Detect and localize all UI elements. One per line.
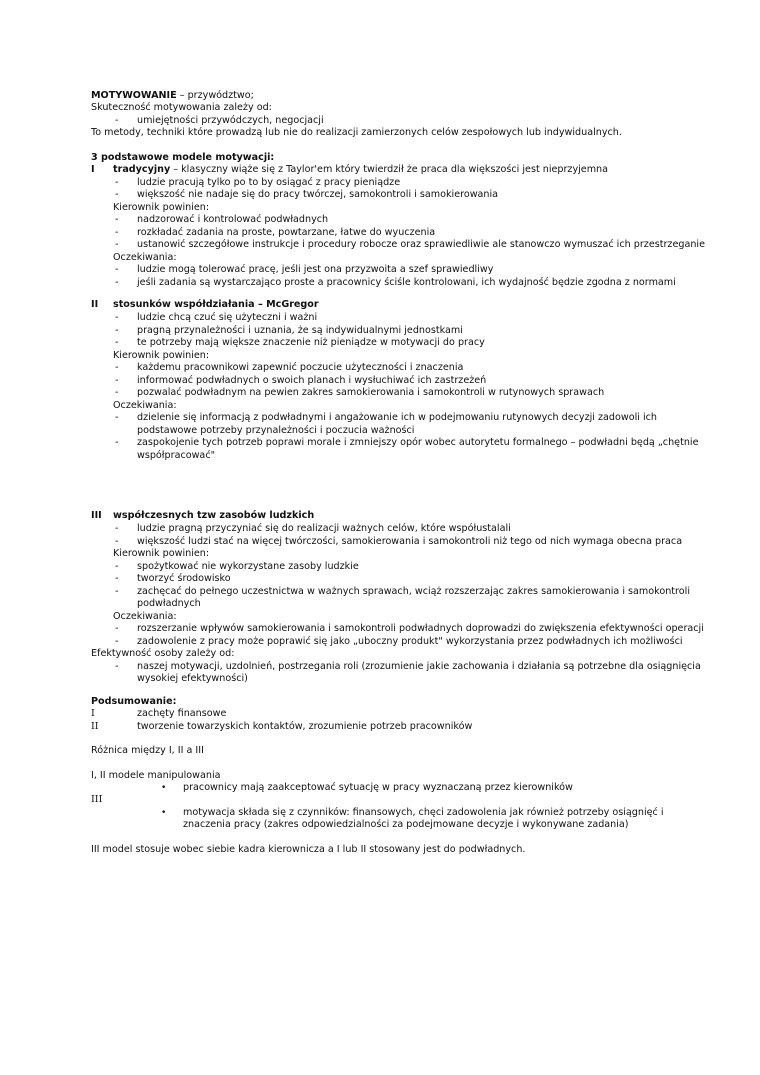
model-2-expect-label: Oczekiwania:	[113, 400, 177, 411]
model-1-name: tradycyjny	[113, 164, 171, 175]
difference-row-2-label: III	[91, 794, 103, 805]
model-1-item: ludzie pracują tylko po to by osiągać z pracy pieniądze	[137, 177, 401, 188]
dash-marker: -	[115, 227, 119, 238]
model-2-manager-item: pozwalać podwładnym na pewien zakres samokierowania i samokontroli w rutynowych sprawach	[137, 387, 605, 398]
dash-marker: -	[115, 437, 119, 448]
model-3-manager-item: spożytkować nie wykorzystane zasoby ludzkie	[137, 561, 359, 572]
dash-marker: -	[115, 337, 119, 348]
dash-marker: -	[115, 412, 119, 423]
summary-row-text: zachęty finansowe	[137, 708, 227, 719]
dash-marker: -	[115, 623, 119, 634]
model-2-item: ludzie chcą czuć się użyteczni i ważni	[137, 312, 318, 323]
difference-row-2-item: motywacja składa się z czynników: finansowych, chęci zadowolenia jak również potrzeby osiągnięć i	[183, 807, 664, 818]
efficiency-item: naszej motywacji, uzdolnień, postrzegania roli (zrozumienie jakie zachowania i działania są potrzebne dla osiągnięcia	[137, 661, 701, 672]
model-2-item: te potrzeby mają większe znaczenie niż pieniądze w motywacji do pracy	[137, 337, 485, 348]
difference-heading: Różnica między I, II a III	[91, 745, 204, 756]
model-3-name: współczesnych tzw zasobów ludzkich	[113, 510, 315, 521]
dash-marker: -	[115, 661, 119, 672]
model-1-manager-item: nadzorować i kontrolować podwładnych	[137, 214, 329, 225]
model-2-expect-item-cont: współpracować"	[137, 450, 216, 461]
model-2-expect-item: zaspokojenie tych potrzeb poprawi morale i zmniejszy opór wobec autorytetu formalnego – podwładni będą „chętnie	[137, 437, 699, 448]
model-2-manager-label: Kierownik powinien:	[113, 350, 210, 361]
model-2-manager-item: każdemu pracownikowi zapewnić poczucie użyteczności i znaczenia	[137, 362, 464, 373]
model-3-number: III	[91, 510, 102, 521]
dash-marker: -	[115, 636, 119, 647]
dash-marker: -	[115, 561, 119, 572]
model-3-expect-item: zadowolenie z pracy może poprawić się jako „uboczny produkt" wykorzystania przez podwładnych ich możliwości	[137, 636, 683, 647]
summary-row-number: I	[91, 708, 95, 719]
models-heading: 3 podstawowe modele motywacji:	[91, 152, 275, 163]
dash-marker: -	[115, 362, 119, 373]
model-2-number: II	[91, 299, 99, 310]
dash-marker: -	[115, 325, 119, 336]
dash-marker: -	[115, 387, 119, 398]
intro-line-2: umiejętności przywódczych, negocjacji	[137, 115, 324, 126]
document-title	[91, 90, 254, 103]
dash-marker: -	[115, 312, 119, 323]
model-1-manager-item: rozkładać zadania na proste, powtarzane, łatwe do wyuczenia	[137, 227, 436, 238]
model-1-expect-item: jeśli zadania są wystarczająco proste a pracownicy ściśle kontrolowani, ich wydajność będzie zgodna z normami	[137, 277, 676, 288]
model-3-manager-item: zachęcać do pełnego uczestnictwa w ważnych sprawach, wciąż rozszerzając zakres samokierowania i samokontroli	[137, 586, 690, 597]
dash-marker: -	[115, 277, 119, 288]
model-2-expect-item-cont: podstawowe potrzeby przynależności i poczucia ważności	[137, 425, 415, 436]
model-2-expect-item: dzielenie się informacją z podwładnymi i angażowanie ich w podejmowaniu rutynowych decyzji zadowoli ich	[137, 412, 657, 423]
model-1-item: większość nie nadaje się do pracy twórczej, samokontroli i samokierowania	[137, 189, 499, 200]
dash-marker: -	[115, 177, 119, 188]
model-1-expect-item: ludzie mogą tolerować pracę, jeśli jest ona przyzwoita a szef sprawiedliwy	[137, 264, 494, 275]
bullet-marker: •	[161, 808, 167, 818]
difference-row-2-item-cont: znaczenia pracy (zakres odpowiedzialności za podejmowane decyzje i wykonywane zadania)	[183, 819, 629, 830]
summary-row-text: tworzenie towarzyskich kontaktów, zrozumienie potrzeb pracowników	[137, 721, 473, 732]
model-2-name: stosunków współdziałania – McGregor	[113, 299, 319, 310]
dash-marker: -	[115, 214, 119, 225]
dash-marker: -	[115, 264, 119, 275]
dash-marker: -	[115, 189, 119, 200]
efficiency-item-cont: wysokiej efektywności)	[137, 673, 248, 684]
closing-sentence: III model stosuje wobec siebie kadra kierownicza a I lub II stosowany jest do podwładnych.	[91, 844, 526, 855]
model-3-manager-item-cont: podwładnych	[137, 598, 201, 609]
intro-line-1: Skuteczność motywowania zależy od:	[91, 102, 272, 113]
dash-marker: -	[115, 523, 119, 534]
model-2-item: pragną przynależności i uznania, że są indywidualnymi jednostkami	[137, 325, 463, 336]
title-bold: MOTYWOWANIE	[91, 90, 177, 101]
intro-line-3: To metody, techniki które prowadzą lub nie do realizacji zamierzonych celów zespołowych lub indywidualnych.	[91, 127, 622, 138]
summary-row-number: II	[91, 721, 99, 732]
efficiency-label: Efektywność osoby zależy od:	[91, 648, 235, 659]
dash-marker: -	[115, 375, 119, 386]
dash-marker: -	[115, 536, 119, 547]
model-3-item: ludzie pragną przyczyniać się do realizacji ważnych celów, które współustalali	[137, 523, 511, 534]
title-rest: – przywództwo;	[176, 90, 254, 101]
summary-heading: Podsumowanie:	[91, 696, 177, 707]
model-3-expect-label: Oczekiwania:	[113, 611, 177, 622]
model-2-manager-item: informować podwładnych o swoich planach i wysłuchiwać ich zastrzeżeń	[137, 375, 487, 386]
model-3-expect-item: rozszerzanie wpływów samokierowania i samokontroli podwładnych doprowadzi do zwiększenia efektywności operacji	[137, 623, 704, 634]
difference-row-1-label: I, II modele manipulowania	[91, 770, 221, 781]
dash-marker: -	[115, 586, 119, 597]
dash-marker: -	[115, 115, 119, 126]
difference-row-1-item: pracownicy mają zaakceptować sytuację w pracy wyznaczaną przez kierowników	[183, 782, 573, 793]
model-1-expect-label: Oczekiwania:	[113, 252, 177, 263]
model-1-desc: – klasyczny wiąże się z Taylor'em który twierdził że praca dla większości jest nieprzyjemna	[170, 164, 609, 175]
dash-marker: -	[115, 239, 119, 250]
bullet-marker: •	[161, 783, 167, 793]
model-1-manager-label: Kierownik powinien:	[113, 202, 210, 213]
model-1-manager-item: ustanowić szczegółowe instrukcje i procedury robocze oraz sprawiedliwie ale stanowczo wymuszać ich przestrzeganie	[137, 239, 705, 250]
model-3-manager-label: Kierownik powinien:	[113, 548, 210, 559]
model-3-manager-item: tworzyć środowisko	[137, 573, 231, 584]
dash-marker: -	[115, 573, 119, 584]
model-1-title	[113, 164, 608, 177]
model-1-number: I	[91, 164, 95, 175]
model-3-item: większość ludzi stać na więcej twórczości, samokierowania i samokontroli niż tego od nich wymaga obecna praca	[137, 536, 683, 547]
